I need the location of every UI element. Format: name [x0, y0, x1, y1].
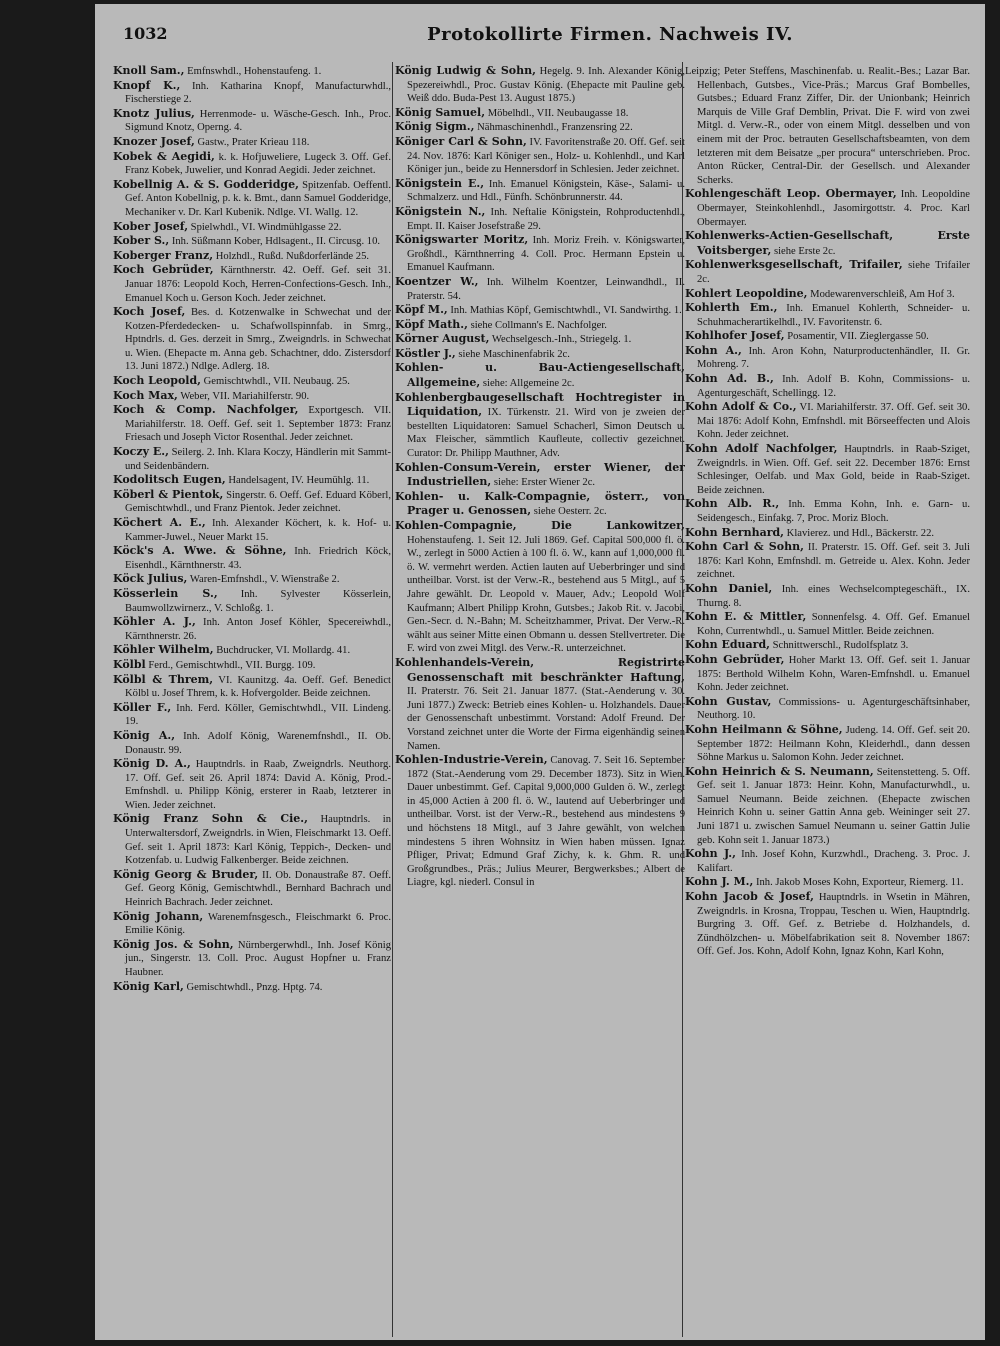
firm-details: Inh. Ferd. Köller, Gemischtwhdl., VII. Lindeng. 19. — [125, 702, 391, 728]
directory-entry — [685, 287, 970, 302]
firm-details: Inh. Moriz Freih. v. Königswarter, Großhdl., Kärnthnerring 4. Coll. Proc. Hermann Epstein u. Emanuel Kaufmann. — [407, 235, 685, 274]
firm-name: Köpf Math., — [395, 317, 468, 331]
directory-entry — [685, 329, 970, 344]
firm-name: Kohn Bernhard, — [685, 525, 785, 539]
firm-name: Kohlenwerks-Actien-Gesellschaft, Erste Voitsberger, — [685, 229, 970, 257]
firm-details: Inh. Katharina Knopf, Manufacturwhdl., Fischerstiege 2. — [125, 80, 391, 106]
firm-name: Knozer Josef, — [113, 134, 195, 148]
firm-details: Warenemfnsgesch., Fleischmarkt 6. Proc. Emilie König. — [125, 911, 391, 937]
firm-name: Kohn Adolf & Co., — [685, 400, 797, 414]
directory-entry — [395, 120, 685, 135]
directory-entry — [113, 79, 391, 107]
firm-details: siehe Oesterr. 2c. — [531, 506, 607, 518]
firm-name: Kober S., — [113, 234, 170, 248]
firm-name: Kohlen-Industrie-Verein, — [395, 753, 548, 767]
firm-details: Möbelhdl., VII. Neubaugasse 18. — [485, 107, 629, 119]
firm-name: Kohn Carl & Sohn, — [685, 540, 804, 554]
firm-details: II. Praterstr. 76. Seit 21. Januar 1877. (Stat.-Aenderung v. 30. Juni 1877.) Zweck: Betrieb eines Kohlen- u. Holzhandels. Dauer der Genossenschaft unbestimmt. Vorstand: Adolf Freund. Der Vorstand zeichnet unter die Worte der Firma eigenhändig seinen Namen. — [407, 686, 685, 752]
directory-entry — [113, 868, 391, 910]
firm-name: Kohn E. & Mittler, — [685, 610, 807, 624]
firm-name: Köhler Wilhelm, — [113, 643, 214, 657]
firm-name: Köchert A. E., — [113, 516, 206, 529]
firm-name: Köller F., — [113, 700, 172, 714]
firm-details: Ferd., Gemischtwhdl., VII. Burgg. 109. — [145, 659, 316, 671]
directory-entry — [113, 234, 391, 249]
directory-entry — [113, 445, 391, 473]
firm-details: Emfnswhdl., Hohenstaufeng. 1. — [184, 66, 322, 77]
firm-details: Gemischtwhdl., VII. Neubaug. 25. — [200, 376, 350, 388]
firm-details: Inh. eines Wechselcomptegeschäft., IX. Thurng. 8. — [697, 583, 970, 609]
firm-name: Kohlen- u. Kalk-Compagnie, österr., von Prager u. Genossen, — [395, 489, 685, 518]
directory-entry — [113, 488, 391, 516]
directory-entry — [113, 178, 391, 220]
running-head: Protokollirte Firmen. Nachweis IV. — [427, 24, 793, 45]
firm-details: Inh. Alexander Köchert, k. k. Hof- u. Kammer-Juwel., Neuer Markt 15. — [125, 518, 391, 543]
firm-details: Wechselgesch.-Inh., Striegelg. 1. — [489, 334, 632, 346]
directory-entry — [685, 638, 970, 653]
directory-entry — [395, 318, 685, 333]
firm-details: siehe Erste 2c. — [771, 245, 836, 257]
directory-entry — [113, 389, 391, 404]
directory-entry — [113, 403, 391, 445]
firm-details: Spitzenfab. Oeffentl. Gef. Anton Kobellnig, p. k. k. Bmt., dann Samuel Godderidge, Mechaniker v. Dr. Karl Kubenik. Ndlge. VI. Wallg. 12. — [125, 179, 391, 218]
directory-entry — [395, 177, 685, 205]
firm-details: Gemischtwhdl., Pnzg. Hptg. 74. — [183, 981, 323, 993]
firm-details: Bes. d. Kotzenwalke in Schwechat und der Kotzen-Pferdedecken- u. Schafwollspinnfab. in Smrg., Hptndrls. d. Ges. derzeit in Smrg., Zweigndrls. in Schwechat u. Wien. (Ehepacte m. Anna geb. Schachtner, ddo. Zistersdorf 13. Juni 1872.) Ndlge. Adlerg. 18. — [125, 307, 391, 373]
firm-details: Inh. Wilhelm Koentzer, Leinwandhdl., II. Praterstr. 54. — [407, 276, 685, 302]
firm-name: Kohlen-Consum-Verein, erster Wiener, der Industriellen, — [395, 460, 685, 489]
firm-name: Kohlert Leopoldine, — [685, 286, 808, 300]
page-number: 1032 — [123, 24, 168, 43]
firm-details: Inh. Aron Kohn, Naturproductenhändler, II. Gr. Mohreng. 7. — [697, 345, 970, 371]
firm-details: Inh. Friedrich Köck, Eisenhdl., Kärnthnerstr. 43. — [125, 546, 391, 571]
firm-name: Kobellnig A. & S. Godderidge, — [113, 177, 299, 191]
book-page — [95, 4, 985, 1340]
firm-name: Koch Gebrüder, — [113, 263, 214, 277]
firm-name: Kohn Heinrich & S. Neumann, — [685, 764, 874, 778]
directory-entry — [395, 106, 685, 121]
directory-entry — [685, 582, 970, 610]
directory-entry — [113, 729, 391, 757]
firm-name: König Jos. & Sohn, — [113, 937, 234, 951]
firm-details: Weber, VII. Mariahilferstr. 90. — [177, 390, 310, 402]
directory-entry — [685, 400, 970, 442]
firm-details: VI. Mariahilferstr. 37. Off. Gef. seit 30. Mai 1876: Adolf Kohn, Emfnshdl. mit Börseeffecten und Alois Kohn. Jeder zeichnet. — [697, 402, 970, 441]
firm-details: Judeng. 14. Off. Gef. seit 20. September 1872: Heilmann Kohn, Kleiderhdl., dann dessen Söhne Markus u. Salomon Kohn. Jeder zeichnet. — [697, 724, 970, 764]
directory-entry — [395, 461, 685, 490]
directory-entry — [113, 263, 391, 305]
directory-entry — [113, 587, 391, 615]
firm-details: Spielwhdl., VI. Windmühlgasse 22. — [188, 221, 342, 233]
directory-entry — [685, 64, 970, 187]
firm-name: König Georg & Bruder, — [113, 867, 259, 881]
firm-name: Kohlen- u. Bau-Actiengesellschaft, Allgemeine, — [395, 361, 685, 390]
directory-entry — [685, 301, 970, 329]
firm-name: Koch Max, — [113, 388, 178, 402]
firm-name: König Ludwig & Sohn, — [395, 64, 536, 77]
firm-name: Kober Josef, — [113, 219, 189, 233]
firm-name: Köpf M., — [395, 303, 448, 317]
firm-details: IV. Favoritenstraße 20. Off. Gef. seit 24. Nov. 1876: Karl Königer sen., Holz- u. Kohlenhdl., und Karl Königer jun., beide zu Hennersdorf in Schlesien. Jeder zeichnet. — [407, 136, 685, 176]
firm-details: Inh. Leopoldine Obermayer, Steinkohlenhdl., Jasomirgottstr. 4. Proc. Karl Obermayer. — [697, 189, 970, 228]
firm-details: Sonnenfelsg. 4. Off. Gef. Emanuel Kohn, Currentwhdl., u. Samuel Mittler. Beide zeichnen. — [697, 612, 970, 637]
firm-name: Kohlerth Em., — [685, 301, 778, 315]
firm-name: Koch Josef, — [113, 305, 186, 319]
page-header — [123, 24, 793, 50]
firm-details: siehe Trifailer 2c. — [697, 260, 970, 285]
directory-entry — [395, 361, 685, 390]
firm-details: Inh. Mathias Köpf, Gemischtwhdl., VI. Sandwirthg. 1. — [447, 305, 682, 317]
directory-entry — [113, 643, 391, 658]
firm-name: König A., — [113, 728, 176, 742]
directory-entry — [113, 572, 391, 587]
firm-details: Gastw., Prater Krieau 118. — [194, 136, 310, 148]
firm-name: Köberl & Pientok, — [113, 487, 224, 501]
firm-details: Seilerg. 2. Inh. Klara Koczy, Händlerin mit Sammt- und Seidenbändern. — [125, 447, 391, 472]
directory-entry — [395, 303, 685, 318]
firm-details: Seitenstetteng. 5. Off. Gef. seit 1. Januar 1873: Heinr. Kohn, Manufacturwhdl., u. Samuel Neumann. Beide zeichnen. (Ehepacte zwischen Heinrich Kohn u. seiner Gattin Anna geb. Weininger seit 27. Juni 1871 u. zwischen Samuel Neumann u. seiner Gattin Julie geb. Kohn seit 1. Januar 1873.) — [697, 766, 970, 846]
firm-details: Hohenstaufeng. 1. Seit 12. Juli 1869. Gef. Capital 500,000 fl. ö. W., zerlegt in 5000 Actien à 100 fl. ö. W., kann auf 1,000,000 fl. ö. W. vermehrt werden. Actien lauten auf Ueberbringer und sind untheilbar. Vorst. ist der Verw.-R., bestehend aus 5 Mitgl., auf 5 Jahre gewählt. Dr. Leopold v. Mauer, Adv.; Leopold Wolf Kaufmann; Albert Philipp Krohn, Gutsbes.; Jakob Rit. v. Jacobi, Gen.-Secr. d. N.-Bahn; M. Scheitzhammer, Privat. Der Verw.-R. wählt aus seiner Mitte einen Obmann u. dessen Stellvertreter. Die F. wird von zwei Mitgl. des Verw.-R. unterzeichnet. — [407, 534, 685, 655]
directory-entry — [395, 332, 685, 347]
firm-name: Königer Carl & Sohn, — [395, 134, 527, 148]
column-2 — [395, 64, 685, 1339]
firm-name: Köstler J., — [395, 346, 456, 360]
firm-name: König Sigm., — [395, 120, 475, 134]
firm-name: König Johann, — [113, 909, 204, 923]
firm-name: Kodolitsch Eugen, — [113, 473, 226, 487]
directory-entry — [113, 757, 391, 812]
firm-name: Knoll Sam., — [113, 64, 185, 77]
directory-entry — [113, 150, 391, 178]
firm-details: Inh. Emanuel Königstein, Käse-, Salami- u. Schmalzerz. und Hdl., Fünfh. Schönbrunnerstr. 44. — [407, 178, 685, 204]
firm-name: Koch Leopold, — [113, 374, 201, 388]
firm-details: Hauptndrls. in Raab, Zweigndrls. Neuthorg. 17. Off. Gef. seit 26. April 1874: David A. König, Prod.-Emfnshdl. u. Philipp König, ersterer in Raab, letzterer in Wien. Jeder zeichnet. — [125, 759, 391, 811]
directory-entry — [113, 658, 391, 673]
firm-details: siehe: Allgemeine 2c. — [480, 378, 575, 390]
firm-details: II. Ob. Donaustraße 87. Oeff. Gef. Georg König, Gemischtwhdl., Bernhard Bachrach und Heinrich Bachrach. Jeder zeichnet. — [125, 869, 391, 909]
firm-details: Inh. Adolf König, Warenemfnshdl., II. Ob. Donaustr. 99. — [125, 730, 391, 756]
directory-entry — [685, 610, 970, 638]
directory-entry — [395, 347, 685, 362]
firm-name: Kohn J. M., — [685, 875, 754, 889]
directory-entry — [685, 526, 970, 541]
firm-details: Inh. Emma Kohn, Inh. e. Garn- u. Seidengesch., Einfakg. 7, Proc. Moriz Bloch. — [697, 499, 970, 524]
firm-details: Posamentir, VII. Zieglergasse 50. — [784, 331, 929, 343]
firm-name: Kohn Jacob & Josef, — [685, 890, 814, 904]
firm-name: Köck Julius, — [113, 572, 188, 586]
firm-name: Kohlenwerksgesellschaft, Trifailer, — [685, 258, 903, 272]
firm-name: Kohlenbergbaugesellschaft Hochtregister in Liquidation, — [395, 390, 685, 419]
firm-details: Holzhdl., Rußd. Nußdorferlände 25. — [213, 250, 370, 262]
firm-details: VI. Kaunitzg. 4a. Oeff. Gef. Benedict Kölbl u. Josef Threm, k. k. Hofvergolder. Beide zeichnen. — [125, 674, 391, 700]
directory-entry — [685, 847, 970, 875]
firm-name: Kohn Ad. B., — [685, 372, 774, 386]
firm-name: Koczy E., — [113, 445, 169, 459]
directory-entry — [685, 695, 970, 723]
firm-name: Köhler A. J., — [113, 615, 196, 629]
directory-entry — [113, 812, 391, 867]
directory-entry — [685, 258, 970, 286]
directory-entry — [395, 135, 685, 177]
firm-name: Kösserlein S., — [113, 586, 218, 600]
firm-details: Canovag. 7. Seit 16. September 1872 (Stat.-Aenderung vom 29. December 1873). Sitz in Wien. Dauer unbestimmt. Gef. Capital 9,000,000 Gulden ö. W., zerlegt in 45,000 Actien à 200 fl. ö. W., lautend auf Ueberbringer und untheilbar. Vorst. ist der Verw.-R., bestehend aus mindestens 9 und höchstens 18 Mitgl., auf 3 Jahre gewählt, von welchen mindestens 5 ihren Wohnsitz in Wien haben müssen. Ignaz Pfliger, Privat; Edmund Graf Zichy, k. k. Ghm. R. und Großgrundbes., Präs.; Julius Meurer, Bergwerksbes.; Albert de Liagre, kgl. niederl. Consul in — [407, 755, 685, 889]
firm-details: Schnittwerschl., Rudolfsplatz 3. — [770, 640, 909, 652]
directory-entry — [113, 374, 391, 389]
firm-name: Kohn Eduard, — [685, 638, 770, 652]
directory-entry — [113, 516, 391, 544]
firm-name: Kohlhofer Josef, — [685, 329, 785, 343]
directory-entry — [395, 391, 685, 461]
directory-entry — [685, 229, 970, 258]
firm-details: Inh. Emanuel Kohlerth, Schneider- u. Schuhmacherartikelhdl., IV. Favoritenstr. 6. — [697, 303, 970, 328]
directory-entry — [395, 64, 685, 106]
firm-name: Kohn Adolf Nachfolger, — [685, 442, 838, 456]
directory-entry — [685, 723, 970, 765]
firm-name: Kohn Gebrüder, — [685, 652, 785, 666]
firm-details: Herrenmode- u. Wäsche-Gesch. Inh., Proc. Sigmund Knotz, Operng. 4. — [125, 108, 391, 134]
directory-entry — [113, 473, 391, 488]
directory-entry — [395, 519, 685, 656]
directory-entry — [113, 107, 391, 135]
directory-entry — [113, 701, 391, 729]
firm-name: Kohn A., — [685, 343, 742, 357]
firm-details: Singerstr. 6. Oeff. Gef. Eduard Köberl, Gemischtwhdl., und Franz Pientok. Jeder zeichnet. — [125, 489, 391, 515]
firm-details: Inh. Neftalie Königstein, Rohproductenhdl., Empt. II. Kaiser Josefstraße 29. — [407, 206, 685, 232]
directory-entry — [685, 765, 970, 848]
firm-name: König Karl, — [113, 979, 184, 993]
firm-name: Knopf K., — [113, 78, 181, 92]
firm-name: König Samuel, — [395, 105, 486, 119]
directory-entry — [113, 980, 391, 995]
firm-details: Exportgesch. VII. Mariahilferstr. 18. Oeff. Gef. seit 1. September 1873: Franz Friesach und Joseph Victor Rosenthal. Jeder zeichnet. — [125, 405, 391, 444]
firm-name: König Franz Sohn & Cie., — [113, 812, 308, 826]
firm-details: Hegelg. 9. Inh. Alexander König, Spezereiwhdl., Proc. Gustav König. (Ehepacte mit Pauline geb. Weiß ddo. Buda-Pest 13. August 1875.) — [407, 66, 685, 105]
firm-details: k. k. Hofjuweliere, Lugeck 3. Off. Gef. Franz Kobek, Juwelier, und Konrad Aegidi. Jeder zeichnet. — [125, 151, 391, 177]
firm-name: Kohn Alb. R., — [685, 497, 780, 511]
directory-entry — [395, 205, 685, 233]
firm-details: siehe Maschinenfabrik 2c. — [455, 348, 570, 360]
firm-details: Inh. Jakob Moses Kohn, Exporteur, Riemerg. 11. — [753, 877, 964, 889]
firm-details: siehe: Erster Wiener 2c. — [491, 477, 596, 489]
firm-details: Commissions- u. Agenturgeschäftsinhaber, Neuthorg. 10. — [697, 696, 970, 722]
directory-entry — [685, 890, 970, 959]
directory-entry — [395, 656, 685, 753]
firm-details: Hauptndrls. in Raab-Sziget, Zweigndrls. in Wien. Off. Gef. seit 22. December 1876: Ernst Schlesinger, Oelfab. und Max Gold, beide in Raab-Sziget. Beide zeichnen. — [697, 444, 970, 496]
directory-entry — [685, 442, 970, 497]
firm-details: Modewarenverschleiß, Am Hof 3. — [807, 288, 955, 300]
firm-name: Kohlenhandels-Verein, Registrirte Genossenschaft mit beschränkter Haftung, — [395, 655, 685, 684]
firm-details: Handelsagent, IV. Heumühlg. 11. — [225, 475, 370, 487]
firm-details: Inh. Süßmann Kober, Hdlsagent., II. Circusg. 10. — [169, 236, 381, 248]
firm-name: Kohn Gustav, — [685, 694, 772, 708]
firm-details: Waren-Emfnshdl., V. Wienstraße 2. — [187, 574, 340, 586]
firm-details: Kärnthnerstr. 42. Oeff. Gef. seit 31. Januar 1876: Leopold Koch, Herren-Confections-Gesch. Inh., Emanuel Koch u. Gerson Koch. Jeder zeichnet. — [125, 265, 391, 304]
firm-name: Kobek & Aegidi, — [113, 149, 215, 163]
column-1 — [113, 64, 391, 1339]
directory-entry — [395, 233, 685, 275]
directory-entry — [685, 497, 970, 525]
directory-entry — [113, 910, 391, 938]
firm-name: Kohlengeschäft Leop. Obermayer, — [685, 187, 897, 201]
firm-details: Hauptndrls. in Unterwaltersdorf, Zweigndrls. in Wien, Fleischmarkt 13. Oeff. Gef. seit 1. April 1873: Karl König, Teppich-, Decken- und Kotzenfab. u. Ludwig Falkenberger. Beide zeichnen. — [125, 814, 391, 867]
directory-entry — [113, 220, 391, 235]
firm-name: König D. A., — [113, 757, 191, 771]
directory-entry — [395, 275, 685, 303]
firm-details: Inh. Anton Josef Köhler, Specereiwhdl., Kärnthnerstr. 26. — [125, 617, 391, 642]
firm-name: Köck's A. Wwe. & Söhne, — [113, 544, 287, 558]
directory-entry — [113, 135, 391, 150]
firm-name: Kohn Heilmann & Söhne, — [685, 722, 843, 736]
directory-entry — [685, 344, 970, 372]
firm-details: IX. Türkenstr. 21. Wird von je zweien der bestellten Liquidatoren: Samuel Schacherl, Simon Deutsch u. Max Fleischer, sämmtlich Kaufleute, collectiv gezeichnet. Curator: Dr. Philipp Mauthner, Adv. — [407, 407, 685, 460]
firm-details: Inh. Sylvester Kösserlein, Baumwollzwirnerz., V. Schloßg. 1. — [125, 588, 391, 614]
firm-name: Königstein N., — [395, 204, 486, 218]
firm-name: Königswarter Moritz, — [395, 233, 529, 247]
directory-entry — [685, 540, 970, 582]
column-divider — [392, 62, 393, 1337]
firm-name: Kölbl & Threm, — [113, 672, 214, 686]
firm-name: Kohn J., — [685, 847, 736, 861]
firm-details: Hoher Markt 13. Off. Gef. seit 1. Januar 1875: Berthold Wilhelm Kohn, Waren-Emfnshdl. u. Emanuel Kohn. Jeder zeichnet. — [697, 654, 970, 694]
directory-entry — [113, 305, 391, 374]
directory-entry — [113, 249, 391, 264]
firm-details: Hauptndrls. in Wsetin in Mähren, Zweigndrls. in Krosna, Troppau, Teschen u. Wien, Hauptndrlg. Burgring 3. Off. Gef. z. Betriebe d. Holzhandels, d. Zündhölzchen- u. Möbelfabrikation seit 8. November 1867: Off. Gef. Jos. Kohn, Adolf Kohn, Ignaz Kohn, Karl Kohn, — [697, 892, 970, 958]
directory-entry — [395, 490, 685, 519]
directory-entry — [113, 673, 391, 701]
directory-entry — [113, 544, 391, 572]
firm-name: Knotz Julius, — [113, 106, 195, 120]
firm-details: Inh. Josef Kohn, Kurzwhdl., Dracheng. 3. Proc. J. Kalifart. — [697, 849, 970, 874]
directory-entry — [685, 875, 970, 890]
directory-entry — [395, 753, 685, 890]
directory-entry — [113, 938, 391, 980]
directory-entry — [685, 372, 970, 400]
firm-details: Buchdrucker, VI. Mollardg. 41. — [213, 645, 351, 657]
firm-details: Nähmaschinenhdl., Franzensring 22. — [474, 122, 633, 134]
directory-entry — [685, 653, 970, 695]
firm-details: Klavierez. und Hdl., Bäckerstr. 22. — [784, 527, 935, 539]
firm-details: siehe Collmann's E. Nachfolger. — [467, 319, 607, 331]
firm-name: Koch & Comp. Nachfolger, — [113, 403, 299, 417]
firm-details: Inh. Adolf B. Kohn, Commissions- u. Agenturgeschäft, Schellingg. 12. — [697, 374, 970, 399]
firm-name: Königstein E., — [395, 176, 485, 190]
firm-details: II. Praterstr. 15. Off. Gef. seit 3. Juli 1876: Karl Kohn, Emfnshdl. m. Getreide u. Alex. Kohn. Jeder zeichnet. — [697, 542, 970, 581]
directory-entry — [113, 615, 391, 643]
firm-name: Kohn Daniel, — [685, 581, 773, 595]
directory-entry — [113, 64, 391, 79]
directory-entry — [685, 187, 970, 229]
firm-name: Koberger Franz, — [113, 248, 214, 262]
firm-name: Kölbl — [113, 657, 146, 671]
column-3 — [685, 64, 970, 1339]
firm-details: Leipzig; Peter Steffens, Maschinenfab. u. Realit.-Bes.; Lazar Bar. Hellenbach, Gutsbes., Vice-Präs.; Marcus Graf Bombelles, Gutsbes.; Eduard Franz Ziffer, Dir. der Unionbank; Heinrich Marquis de Ville Graf Demblin, Privat. Die F. wird von zwei Mitgl. d. Verw.-R., oder von einem Mitgl. desselben und von einem mit der Proc. betrauten Gesellschaftsbeamten, von dem letzteren mit dem Beisatze „per procura“ unterschrieben. Proc. Anton Rücker, Central-Dir. der Gesellsch. und Alexander Scherks. — [685, 66, 970, 186]
firm-details: Nürnbergerwhdl., Inh. Josef König jun., Singerstr. 13. Coll. Proc. August Hopfner u. Franz Haubner. — [125, 939, 391, 978]
firm-name: Koentzer W., — [395, 274, 479, 288]
firm-name: Körner August, — [395, 332, 490, 346]
firm-name: Kohlen-Compagnie, Die Lankowitzer, — [395, 519, 685, 532]
